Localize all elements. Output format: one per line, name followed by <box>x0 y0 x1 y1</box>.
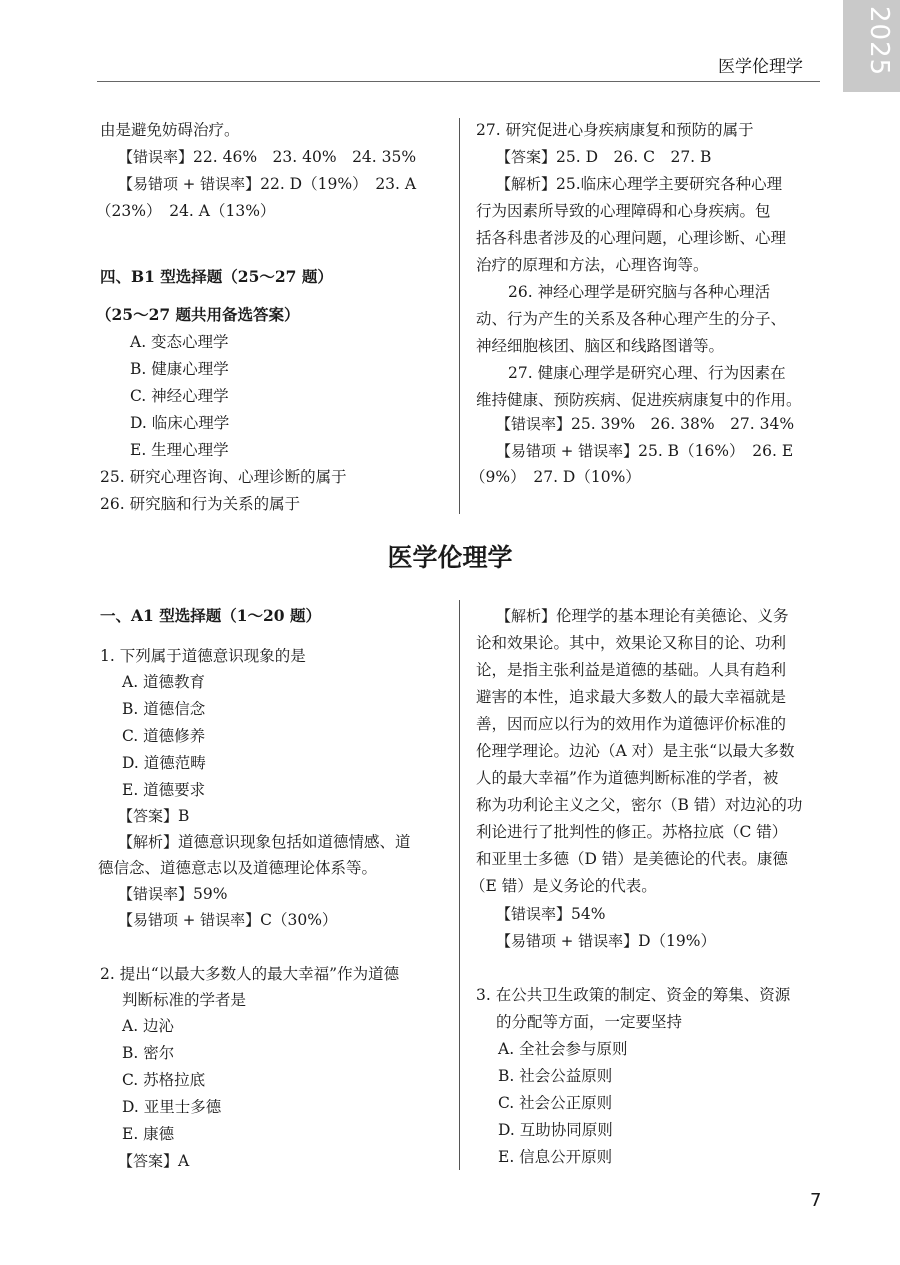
option-item: A. 边沁 <box>122 1017 175 1035</box>
error-rate-line: 【错误率】22. 46% 23. 40% 24. 35% <box>118 148 417 166</box>
b1-section-title: 四、B1 型选择题（25～27 题） <box>100 267 333 286</box>
explanation-line: 27. 健康心理学是研究心理、行为因素在 <box>508 364 786 382</box>
explanation-line: 称为功利论主义之父，密尔（B 错）对边沁的功 <box>476 796 803 814</box>
question-3-cont: 的分配等方面，一定要坚持 <box>496 1013 683 1031</box>
option-item: A. 道德教育 <box>122 673 206 691</box>
explanation-line: 神经细胞核团、脑区和线路图谱等。 <box>476 337 725 355</box>
option-item: E. 生理心理学 <box>130 441 229 459</box>
option-item: E. 道德要求 <box>122 781 206 799</box>
option-item: B. 道德信念 <box>122 700 206 718</box>
question-25: 25. 研究心理咨询、心理诊断的属于 <box>100 468 347 486</box>
error-rate-line: 【错误率】25. 39% 26. 38% 27. 34% <box>496 415 795 433</box>
a1-section-title: 一、A1 型选择题（1～20 题） <box>100 606 321 625</box>
option-item: E. 康德 <box>122 1125 175 1143</box>
option-item: D. 亚里士多德 <box>122 1098 222 1116</box>
option-item: E. 信息公开原则 <box>498 1148 613 1166</box>
error-rate-line: 【错误率】59% <box>118 885 228 903</box>
explanation-line: 动、行为产生的关系及各种心理产生的分子、 <box>476 310 787 328</box>
question-27: 27. 研究促进心身疾病康复和预防的属于 <box>476 121 754 139</box>
option-item: D. 道德范畴 <box>122 754 206 772</box>
text-line: 由是避免妨碍治疗。 <box>100 121 240 139</box>
option-item: A. 变态心理学 <box>130 333 229 351</box>
question-26: 26. 研究脑和行为关系的属于 <box>100 495 301 513</box>
explanation-line: 论和效果论。其中，效果论又称目的论、功利 <box>476 634 787 652</box>
explanation-line: 避害的本性，追求最大多数人的最大幸福就是 <box>476 688 787 706</box>
question-1: 1. 下列属于道德意识现象的是 <box>100 647 306 665</box>
explanation-line: （E 错）是义务论的代表。 <box>470 877 657 895</box>
explanation-line: 【解析】道德意识现象包括如道德情感、道 <box>118 833 411 851</box>
explanation-line: 【解析】伦理学的基本理论有美德论、义务 <box>496 607 789 625</box>
question-2: 2. 提出“以最大多数人的最大幸福”作为道德 <box>100 965 400 983</box>
option-item: B. 社会公益原则 <box>498 1067 613 1085</box>
option-item: D. 临床心理学 <box>130 414 230 432</box>
explanation-line: 利论进行了批判性的修正。苏格拉底（C 错） <box>476 823 788 841</box>
running-header-title: 医学伦理学 <box>718 57 803 77</box>
explanation-line: 和亚里士多德（D 错）是美德论的代表。康德 <box>476 850 788 868</box>
easy-wrong-line: 【易错项 + 错误率】C（30%） <box>118 911 338 929</box>
explanation-line: 治疗的原理和方法，心理咨询等。 <box>476 256 709 274</box>
option-item: C. 道德修养 <box>122 727 206 745</box>
column-divider-bottom <box>459 600 460 1170</box>
easy-wrong-line: 【易错项 + 错误率】D（19%） <box>496 932 716 950</box>
explanation-line: 行为因素所导致的心理障碍和心身疾病。包 <box>476 202 771 220</box>
option-item: C. 社会公正原则 <box>498 1094 613 1112</box>
error-rate-line: 【错误率】54% <box>496 905 606 923</box>
option-item: D. 互助协同原则 <box>498 1121 613 1139</box>
explanation-line: 论，是指主张利益是道德的基础。人具有趋利 <box>476 661 787 679</box>
question-2-cont: 判断标准的学者是 <box>122 991 247 1009</box>
option-item: C. 苏格拉底 <box>122 1071 206 1089</box>
year-label: 2025 <box>864 6 894 77</box>
page-number: 7 <box>810 1190 822 1211</box>
explanation-line: 善，因而应以行为的效用作为道德评价标准的 <box>476 715 787 733</box>
answer-line: 【答案】25. D 26. C 27. B <box>496 148 712 166</box>
option-item: A. 全社会参与原则 <box>498 1040 628 1058</box>
header-rule <box>97 81 820 82</box>
explanation-line: 人的最大幸福”作为道德判断标准的学者，被 <box>476 769 779 787</box>
section-title: 医学伦理学 <box>387 543 513 572</box>
explanation-line: 26. 神经心理学是研究脑与各种心理活 <box>508 283 771 301</box>
easy-wrong-line-cont: （9%） 27. D（10%） <box>470 468 641 486</box>
explanation-line: 德信念、道德意志以及道德理论体系等。 <box>98 859 378 877</box>
easy-wrong-line-cont: （23%） 24. A（13%） <box>96 202 276 220</box>
easy-wrong-line: 【易错项 + 错误率】22. D（19%） 23. A <box>118 175 417 193</box>
answer-line: 【答案】B <box>118 807 190 825</box>
column-divider-top <box>459 118 460 514</box>
explanation-line: 维持健康、预防疾病、促进疾病康复中的作用。 <box>476 391 802 409</box>
shared-options-title: （25～27 题共用备选答案） <box>96 305 300 324</box>
answer-line: 【答案】A <box>118 1152 190 1170</box>
explanation-line: 【解析】25.临床心理学主要研究各种心理 <box>496 175 783 193</box>
option-item: B. 健康心理学 <box>130 360 229 378</box>
option-item: B. 密尔 <box>122 1044 175 1062</box>
easy-wrong-line: 【易错项 + 错误率】25. B（16%） 26. E <box>496 442 794 460</box>
explanation-line: 伦理学理论。边沁（A 对）是主张“以最大多数 <box>476 742 795 760</box>
question-3: 3. 在公共卫生政策的制定、资金的筹集、资源 <box>476 986 791 1004</box>
explanation-line: 括各科患者涉及的心理问题，心理诊断、心理 <box>476 229 787 247</box>
option-item: C. 神经心理学 <box>130 387 229 405</box>
